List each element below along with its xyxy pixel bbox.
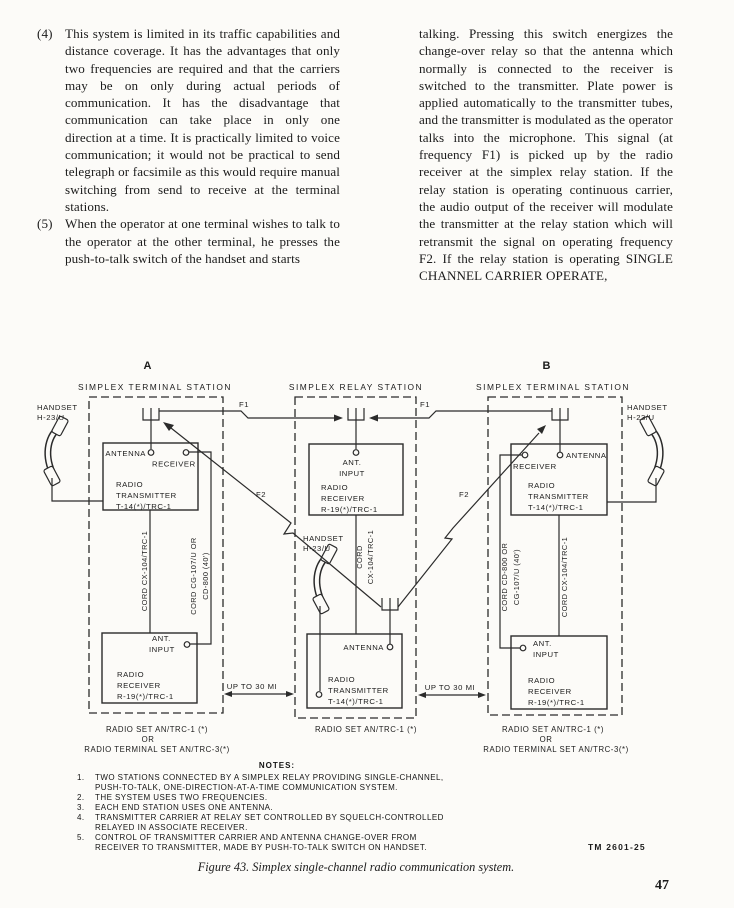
f2-arrowhead-right	[537, 425, 546, 434]
paragraph-text: This system is limited in its traffic capabilities and distance coverage. It has the advantages that only two frequencies are required and that the carriers may be on only during actual periods of communication. It has the disadvantage that communication can take place in only one direction at a time. It is practically limited to voice communication; it would not be practical to send telegraph or facsimile as this would require manual switching from send to receive at the terminal stations.	[65, 26, 340, 214]
station-b-receiver-label: RECEIVER	[528, 687, 572, 696]
note-number: 3.	[77, 803, 85, 812]
relay-receiver-label: RECEIVER	[321, 494, 365, 503]
relay-cord-label: CX-104/TRC-1	[366, 529, 375, 585]
station-b-cord-cd800-label: CG-107/U (40')	[512, 548, 521, 606]
station-b-caption: RADIO SET AN/TRC-1 (*)	[501, 725, 605, 734]
text-column-right	[419, 25, 673, 284]
marker-a: A	[143, 360, 153, 372]
f1-path-a-to-relay	[159, 411, 334, 418]
relay-handset-label: H-23/U	[303, 544, 331, 553]
relay-handset-terminal	[316, 692, 322, 698]
station-a-caption: OR	[141, 735, 155, 744]
station-a-cord-cx104-label: CORD CX-104/TRC-1	[140, 530, 149, 612]
relay-ant-input-terminal	[353, 450, 359, 456]
station-b-caption: RADIO TERMINAL SET AN/TRC-3(*)	[483, 745, 629, 754]
tm-reference: TM 2601-25	[588, 842, 646, 852]
station-b-transmitter-label: T-14(*)/TRC-1	[528, 503, 584, 512]
station-b-handset-label: H-23/U	[627, 413, 655, 422]
text-column-left	[37, 25, 340, 267]
f1-label-left: F1	[238, 400, 250, 409]
relay-ant-input-label: INPUT	[339, 469, 365, 478]
station-a-antenna-terminal	[148, 450, 154, 456]
station-a-cord-cg107-label: CORD CG-107/U OR	[189, 537, 198, 615]
station-a-caption: RADIO SET AN/TRC-1 (*)	[105, 725, 209, 734]
station-b-receiver-terminal	[522, 452, 528, 458]
relay-transmitter-label: T-14(*)/TRC-1	[328, 697, 384, 706]
station-a-transmitter-label: TRANSMITTER	[116, 491, 177, 500]
note-text: TRANSMITTER CARRIER AT RELAY SET CONTROLLED BY SQUELCH-CONTROLLED	[95, 813, 444, 822]
f2-label-left: F2	[255, 490, 267, 499]
note-text: RECEIVER TO TRANSMITTER, MADE BY PUSH-TO-TALK SWITCH ON HANDSET.	[95, 843, 427, 852]
f2-label-right: F2	[458, 490, 470, 499]
marker-b: B	[542, 360, 552, 372]
note-item	[77, 833, 479, 843]
station-b-handset-icon	[639, 416, 664, 487]
note-text: TWO STATIONS CONNECTED BY A SIMPLEX RELAY PROVIDING SINGLE-CHANNEL,	[95, 773, 444, 782]
station-a-antenna-icon	[143, 408, 159, 420]
station-a-handset-icon	[43, 416, 68, 487]
station-b-cord-cx104-label: CORD CX-104/TRC-1	[560, 536, 569, 618]
station-b-cord-cd800-label: CORD CD-800 OR	[500, 542, 509, 612]
arrowhead	[286, 691, 294, 697]
station-a-cord-cg107-label: CD-800 (40')	[201, 552, 210, 600]
relay-bottom-antenna-icon	[382, 598, 398, 610]
note-text: RELAYED IN ASSOCIATE RECEIVER.	[95, 823, 248, 832]
station-a-receiver-label: R-19(*)/TRC-1	[117, 692, 174, 701]
station-b-receiver-label: R-19(*)/TRC-1	[528, 698, 585, 707]
relay-top-antenna-icon	[348, 408, 364, 420]
note-text: PUSH-TO-TALK, ONE-DIRECTION-AT-A-TIME COMMUNICATION SYSTEM.	[95, 783, 398, 792]
relay-cord-label: CORD	[355, 545, 364, 569]
station-a-transmitter-label: RADIO	[116, 480, 144, 489]
station-b-ant-input-label: INPUT	[533, 650, 559, 659]
station-a-receiver-label: RECEIVER	[117, 681, 161, 690]
station-a-caption: RADIO TERMINAL SET AN/TRC-3(*)	[84, 745, 230, 754]
note-number: 1.	[77, 773, 85, 782]
distance-label-left: UP TO 30 MI	[226, 682, 278, 691]
relay-handset-label: HANDSET	[303, 534, 344, 543]
paragraph-text: talking. Pressing this switch energizes the change-over relay so that the antenna which normally is connected to the receiver is switched to the transmitter. Plate power is applied automatically to the transmitter tubes, and the transmitter is modulated as the operator talks into the microphone. This signal (at frequency F1) is picked up by the radio receiver at the simplex relay station. If the relay station is operating continuous carrier, the audio output of the receiver will modulate the transmitter at the relay station which will retransmit the signal on operating frequency F2. If the relay station is operating SINGLE CHANNEL CARRIER OPERATE,	[419, 26, 673, 284]
station-b-receiver-terminal-label: RECEIVER	[513, 462, 557, 471]
figure-notes	[77, 761, 479, 853]
station-a-handset-label: HANDSET	[37, 403, 78, 412]
figure-caption: Figure 43. Simplex single-channel radio communication system.	[197, 860, 515, 874]
note-item	[77, 803, 479, 813]
relay-transmitter-label: RADIO	[328, 675, 356, 684]
station-relay-title: SIMPLEX RELAY STATION	[288, 382, 424, 392]
note-item	[77, 773, 479, 783]
station-b-receiver-label: RADIO	[528, 676, 556, 685]
station-b-antenna-icon	[552, 408, 568, 420]
note-number: 5.	[77, 833, 85, 842]
station-a-receiver-terminal-label: RECEIVER	[152, 459, 196, 469]
relay-transmitter-label: TRANSMITTER	[328, 686, 389, 695]
station-a-receiver-terminal	[183, 450, 189, 456]
paragraph-number: (4)	[37, 26, 53, 41]
station-a-ant-input-label: INPUT	[149, 645, 175, 654]
station-b-antenna-terminal	[557, 452, 563, 458]
station-a-transmitter-label: T-14(*)/TRC-1	[116, 502, 172, 511]
station-a-handset-label: H-23/U	[37, 413, 65, 422]
note-item	[77, 793, 479, 803]
arrowhead	[478, 692, 486, 698]
relay-ant-input-label: ANT.	[342, 458, 362, 467]
f1-path-b-to-relay	[378, 411, 552, 418]
distance-label-right: UP TO 30 MI	[424, 683, 476, 692]
station-a-ant-input-terminal	[184, 642, 190, 648]
note-item	[77, 813, 479, 823]
note-text: THE SYSTEM USES TWO FREQUENCIES.	[95, 793, 268, 802]
figure-43-diagram	[0, 350, 734, 765]
f1-label-right: F1	[419, 400, 431, 409]
note-text: CONTROL OF TRANSMITTER CARRIER AND ANTENNA CHANGE-OVER FROM	[95, 833, 417, 842]
relay-caption: RADIO SET AN/TRC-1 (*)	[314, 725, 418, 734]
station-b-antenna-terminal-label: ANTENNA	[566, 451, 607, 460]
station-a-ant-input-label: ANT.	[152, 634, 171, 643]
station-a-receiver-label: RADIO	[117, 670, 145, 679]
station-b-caption: OR	[539, 735, 553, 744]
station-b-ant-input-terminal	[520, 645, 526, 651]
station-a-title: SIMPLEX TERMINAL STATION	[78, 382, 232, 392]
relay-receiver-label: R-19(*)/TRC-1	[321, 505, 378, 514]
relay-antenna-terminal	[387, 644, 393, 650]
f1-arrowhead-right	[369, 415, 378, 422]
relay-handset-icon	[312, 544, 337, 615]
relay-antenna-terminal-label: ANTENNA	[343, 643, 384, 652]
note-number: 4.	[77, 813, 85, 822]
paragraph-item-5	[37, 215, 340, 267]
paragraph-item-4	[37, 25, 340, 215]
page-number: 47	[655, 878, 669, 893]
station-b-ant-input-label: ANT.	[533, 639, 552, 648]
f1-arrowhead-left	[334, 415, 343, 422]
note-number: 2.	[77, 793, 85, 802]
station-b-transmitter-label: RADIO	[528, 481, 556, 490]
paragraph-text: When the operator at one terminal wishes to talk to the operator at the other terminal, he presses the push-to-talk switch of the handset and starts	[65, 216, 340, 266]
station-b-transmitter-label: TRANSMITTER	[528, 492, 589, 501]
arrowhead	[224, 691, 232, 697]
notes-heading: NOTES:	[258, 761, 296, 770]
station-a-antenna-terminal-label: ANTENNA	[105, 449, 146, 458]
note-text: EACH END STATION USES ONE ANTENNA.	[95, 803, 274, 812]
arrowhead	[418, 692, 426, 698]
station-b-title: SIMPLEX TERMINAL STATION	[476, 382, 630, 392]
paragraph-number: (5)	[37, 216, 53, 232]
station-b-handset-label: HANDSET	[627, 403, 668, 412]
relay-receiver-label: RADIO	[321, 483, 349, 492]
